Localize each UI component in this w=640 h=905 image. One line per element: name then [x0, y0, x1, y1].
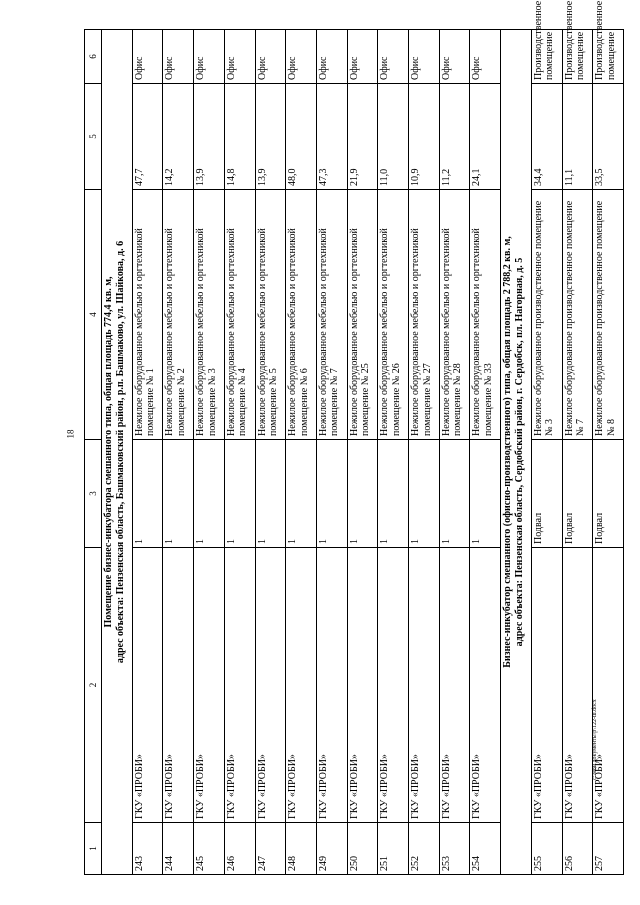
table-cell: 257: [593, 823, 624, 875]
table-cell: Нежилое оборудованное производственное помещение № 3: [531, 190, 562, 440]
table-cell: Нежилое оборудованное мебелью и оргтехникой помещение № 28: [439, 190, 470, 440]
table-cell: Офис: [470, 30, 501, 84]
header-cell: 2: [85, 548, 102, 823]
table-cell: Офис: [286, 30, 317, 84]
table-row: [439, 30, 470, 875]
rotated-table-container: [84, 0, 624, 875]
table-cell: 256: [562, 823, 593, 875]
table-cell: ГКУ «ПРОБИ»: [439, 548, 470, 823]
table-cell: 24,1: [470, 84, 501, 190]
table-cell: 251: [378, 823, 409, 875]
table-cell: 1: [439, 440, 470, 548]
table-row: [163, 30, 194, 875]
table-cell: Офис: [409, 30, 440, 84]
table-cell: ГКУ «ПРОБИ»: [224, 548, 255, 823]
table-cell: Нежилое оборудованное мебелью и оргтехникой помещение № 7: [316, 190, 347, 440]
table-cell: Нежилое оборудованное мебелью и оргтехникой помещение № 33: [470, 190, 501, 440]
table-cell: Нежилое оборудованное мебелью и оргтехникой помещение № 1: [132, 190, 163, 440]
table-cell: Офис: [378, 30, 409, 84]
table-row: [255, 30, 286, 875]
table-cell: 248: [286, 823, 317, 875]
table-cell: Нежилое оборудованное мебелью и оргтехникой помещение № 27: [409, 190, 440, 440]
table-cell: 249: [316, 823, 347, 875]
table-cell: 47,7: [132, 84, 163, 190]
table-cell: 250: [347, 823, 378, 875]
table-row: [194, 30, 225, 875]
table-cell: Офис: [316, 30, 347, 84]
table-cell: 34,4: [531, 84, 562, 190]
section-heading-row: [102, 30, 133, 875]
table-cell: Офис: [224, 30, 255, 84]
table-cell: Офис: [255, 30, 286, 84]
table-cell: 253: [439, 823, 470, 875]
table-cell: 11,0: [378, 84, 409, 190]
table-cell: Офис: [132, 30, 163, 84]
table-cell: 1: [378, 440, 409, 548]
table-cell: Подвал: [531, 440, 562, 548]
table-cell: 245: [194, 823, 225, 875]
table-cell: ГКУ «ПРОБИ»: [286, 548, 317, 823]
section-heading: [102, 30, 133, 875]
table-cell: 1: [255, 440, 286, 548]
table-cell: 254: [470, 823, 501, 875]
header-cell: 3: [85, 440, 102, 548]
section-heading-line: адрес объекта: Пензенская область, Сердобский район, г. Сердобск, пл. Нагорная, д. 5: [513, 257, 525, 647]
table-cell: 1: [470, 440, 501, 548]
page-number: 18: [65, 429, 76, 439]
table-body: [85, 0, 624, 875]
table-cell: 244: [163, 823, 194, 875]
table-cell: Нежилое оборудованное мебелью и оргтехникой помещение № 2: [163, 190, 194, 440]
table-cell: 1: [286, 440, 317, 548]
table-cell: 14,8: [224, 84, 255, 190]
table-cell: ГКУ «ПРОБИ»: [378, 548, 409, 823]
table-row: [562, 30, 593, 875]
table-cell: Нежилое оборудованное мебелью и оргтехникой помещение № 26: [378, 190, 409, 440]
table-cell: ГКУ «ПРОБИ»: [562, 548, 593, 823]
table-cell: 13,9: [255, 84, 286, 190]
table-cell: ГКУ «ПРОБИ»: [255, 548, 286, 823]
section-heading-row: [501, 30, 532, 875]
table-cell: Нежилое оборудованное производственное помещение № 7: [562, 190, 593, 440]
table-cell: Офис: [347, 30, 378, 84]
table-cell: ГКУ «ПРОБИ»: [409, 548, 440, 823]
header-cell: 6: [85, 30, 102, 84]
table-row: [347, 30, 378, 875]
header-cell: 4: [85, 190, 102, 440]
table-cell: 48,0: [286, 84, 317, 190]
table-cell: Офис: [163, 30, 194, 84]
section-heading-line: адрес объекта: Пензенская область, Башмаковский район, р.п. Башмаково, ул. Шайкова, д. 6: [114, 240, 126, 664]
table-cell: Подвал: [593, 440, 624, 548]
table-row: [316, 30, 347, 875]
header-cell: 1: [85, 823, 102, 875]
table-cell: Нежилое оборудованное мебелью и оргтехникой помещение № 25: [347, 190, 378, 440]
table-cell: 1: [316, 440, 347, 548]
table-cell: 11,1: [562, 84, 593, 190]
table-cell: 247: [255, 823, 286, 875]
table-cell: ГКУ «ПРОБИ»: [316, 548, 347, 823]
table-row: [132, 30, 163, 875]
table-cell: ГКУ «ПРОБИ»: [194, 548, 225, 823]
table-cell: 1: [347, 440, 378, 548]
table-cell: Производственное помещение: [562, 30, 593, 84]
table-cell: 1: [409, 440, 440, 548]
table-cell: 11,2: [439, 84, 470, 190]
table-cell: Нежилое оборудованное мебелью и оргтехникой помещение № 3: [194, 190, 225, 440]
table-cell: ГКУ «ПРОБИ»: [531, 548, 562, 823]
table-cell: 252: [409, 823, 440, 875]
table-cell: 243: [132, 823, 163, 875]
table-cell: 1: [194, 440, 225, 548]
table-cell: Офис: [439, 30, 470, 84]
table-cell: 21,9: [347, 84, 378, 190]
table-cell: 1: [163, 440, 194, 548]
header-row: [85, 30, 102, 875]
table-cell: Производственное помещение: [593, 30, 624, 84]
table-row: [378, 30, 409, 875]
table-cell: 33,5: [593, 84, 624, 190]
table-cell: 1: [224, 440, 255, 548]
table-cell: Подвал: [562, 440, 593, 548]
table-cell: Производственное помещение: [531, 30, 562, 84]
table-row: [470, 30, 501, 875]
table-cell: 255: [531, 823, 562, 875]
table-cell: 246: [224, 823, 255, 875]
premises-table: [84, 0, 624, 875]
table-cell: ГКУ «ПРОБИ»: [470, 548, 501, 823]
table-cell: Нежилое оборудованное мебелью и оргтехникой помещение № 4: [224, 190, 255, 440]
footer-file-path: c:\мои документы\р\122-ш.docx: [592, 699, 598, 780]
section-heading: [501, 30, 532, 875]
table-cell: ГКУ «ПРОБИ»: [132, 548, 163, 823]
table-cell: Нежилое оборудованное производственное помещение № 8: [593, 190, 624, 440]
table-cell: 47,3: [316, 84, 347, 190]
header-cell: 5: [85, 84, 102, 190]
table-cell: ГКУ «ПРОБИ»: [593, 548, 624, 823]
section-heading-line: Помещение бизнес-инкубатора смешанного типа, общая площадь 774,4 кв. м,: [103, 276, 114, 628]
table-cell: 14,2: [163, 84, 194, 190]
table-cell: Офис: [194, 30, 225, 84]
table-cell: 1: [132, 440, 163, 548]
table-row: [224, 30, 255, 875]
section-heading-line: Бизнес-инкубатор смешанного (офисно-производственного) типа, общая площадь 2 788,2 кв. м,: [502, 236, 514, 668]
table-cell: ГКУ «ПРОБИ»: [347, 548, 378, 823]
table-cell: Нежилое оборудованное мебелью и оргтехникой помещение № 5: [255, 190, 286, 440]
table-cell: 13,9: [194, 84, 225, 190]
table-row: [531, 30, 562, 875]
table-cell: 10,9: [409, 84, 440, 190]
table-row: [409, 30, 440, 875]
table-cell: ГКУ «ПРОБИ»: [163, 548, 194, 823]
table-cell: Нежилое оборудованное мебелью и оргтехникой помещение № 6: [286, 190, 317, 440]
table-row: [286, 30, 317, 875]
